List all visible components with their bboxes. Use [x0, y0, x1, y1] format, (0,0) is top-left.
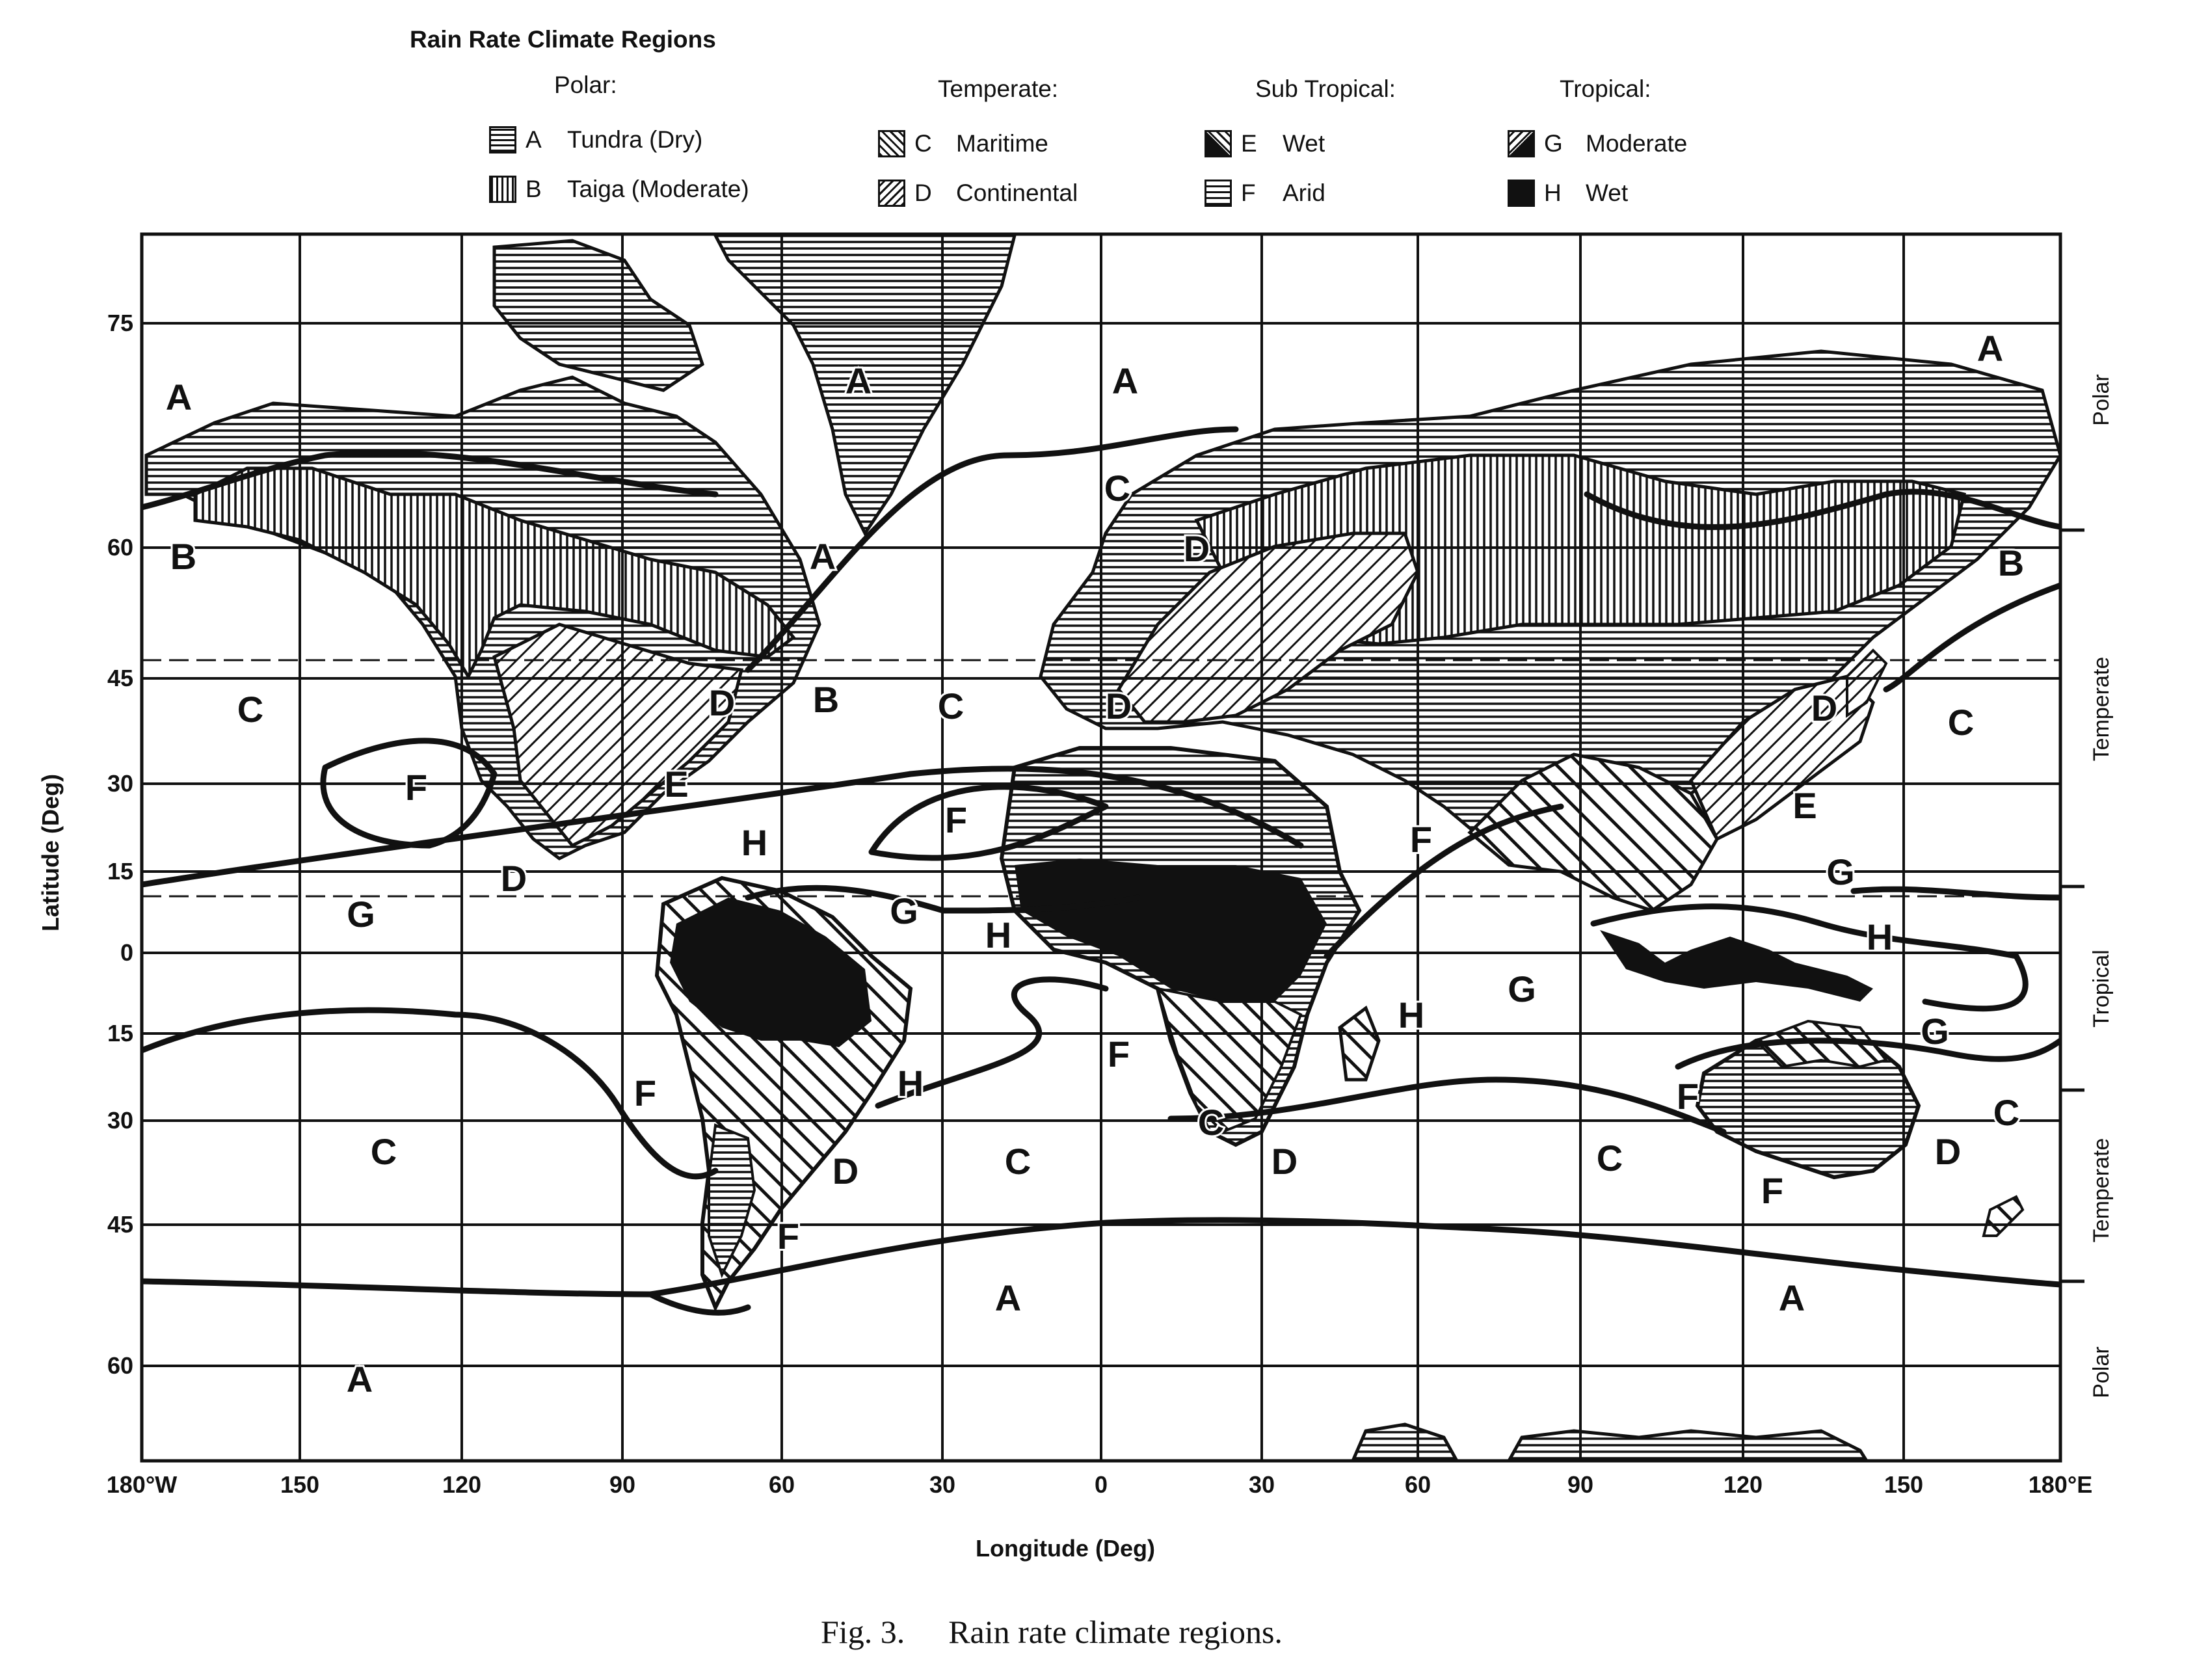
region-label: C — [237, 689, 264, 730]
legend-label: Arid — [1283, 180, 1325, 206]
region-label: F — [1107, 1033, 1130, 1074]
y-tick-label: 45 — [107, 1211, 133, 1238]
region-label: D — [1105, 686, 1132, 727]
region-label: C — [1947, 702, 1975, 743]
x-tick-label: 60 — [1404, 1471, 1431, 1498]
zone-label: Polar — [2089, 374, 2114, 426]
region-label: A — [165, 377, 193, 418]
figure-number: Fig. 3. — [821, 1614, 905, 1650]
region-label: G — [890, 890, 918, 931]
figure-caption-text: Rain rate climate regions. — [948, 1614, 1283, 1650]
y-tick-label: 60 — [107, 534, 133, 561]
legend-code: G — [1544, 130, 1563, 157]
y-tick-label: 45 — [107, 665, 133, 691]
region-label: D — [1934, 1131, 1962, 1172]
region-label: F — [633, 1073, 657, 1113]
region-label: D — [500, 858, 527, 899]
x-tick-label: 30 — [1248, 1471, 1275, 1498]
region-label: C — [1596, 1138, 1623, 1179]
legend-title: Rain Rate Climate Regions — [410, 26, 716, 53]
legend-label: Tundra (Dry) — [567, 126, 703, 153]
region-label: F — [405, 767, 428, 808]
region-label: H — [897, 1063, 924, 1104]
region-label: F — [1409, 819, 1433, 860]
region-label: C — [1197, 1102, 1225, 1143]
legend-code: B — [526, 176, 542, 202]
legend-label: Taiga (Moderate) — [567, 176, 749, 202]
legend-heading-temperate: Temperate: — [938, 75, 1059, 102]
region-label: G — [1508, 968, 1536, 1009]
zone-label: Temperate — [2089, 656, 2114, 762]
region-label: A — [994, 1277, 1022, 1318]
region-label: G — [1921, 1011, 1949, 1052]
legend-label: Wet — [1586, 180, 1629, 206]
region-label: H — [985, 914, 1012, 955]
x-tick-label: 90 — [609, 1471, 636, 1498]
legend-code: D — [914, 180, 932, 206]
region-label: A — [1778, 1277, 1805, 1318]
region-label: H — [1866, 916, 1893, 957]
region-label: B — [812, 679, 840, 720]
zone-label: Tropical — [2089, 950, 2114, 1028]
region-label: A — [346, 1359, 373, 1400]
y-tick-label: 15 — [107, 858, 133, 885]
region-label: H — [741, 822, 768, 863]
y-tick-label: 15 — [107, 1020, 133, 1047]
y-tick-label: 30 — [107, 770, 133, 797]
legend-code: E — [1241, 130, 1257, 157]
region-label: G — [347, 894, 375, 935]
legend-label: Maritime — [956, 130, 1048, 157]
y-tick-label: 60 — [107, 1352, 133, 1379]
x-tick-label: 180°E — [2028, 1471, 2093, 1498]
legend-label: Moderate — [1586, 130, 1688, 157]
region-label: F — [777, 1216, 800, 1257]
legend-code: H — [1544, 180, 1562, 206]
figure-caption — [821, 1613, 1283, 1651]
y-tick-label: 75 — [107, 310, 133, 336]
x-tick-label: 120 — [442, 1471, 482, 1498]
y-tick-label: 30 — [107, 1107, 133, 1134]
region-label: C — [1104, 468, 1131, 509]
region-label: F — [1761, 1170, 1784, 1211]
legend-heading-subtropical: Sub Tropical: — [1255, 75, 1396, 102]
region-label: D — [708, 682, 736, 723]
legend-code: C — [914, 130, 932, 157]
legend-heading-tropical: Tropical: — [1560, 75, 1651, 102]
region-label: D — [1811, 687, 1838, 728]
region-label: C — [1993, 1092, 2020, 1133]
region-label: C — [937, 686, 965, 727]
x-tick-label: 150 — [280, 1471, 320, 1498]
legend-label: Continental — [956, 180, 1078, 206]
region-label: F — [1676, 1076, 1699, 1117]
x-tick-label: 30 — [929, 1471, 956, 1498]
region-label: B — [1997, 542, 2025, 583]
region-label: D — [832, 1151, 859, 1192]
x-axis-title: Longitude (Deg) — [976, 1535, 1155, 1562]
region-label: A — [845, 360, 872, 401]
x-tick-label: 120 — [1723, 1471, 1763, 1498]
region-label: A — [1977, 328, 2004, 369]
x-tick-label: 60 — [768, 1471, 795, 1498]
zone-label: Polar — [2089, 1346, 2114, 1398]
x-tick-label: 0 — [1094, 1471, 1108, 1498]
region-label: E — [664, 764, 689, 805]
zone-label: Temperate — [2089, 1138, 2114, 1243]
region-label: H — [1398, 994, 1425, 1035]
region-label: C — [1004, 1141, 1032, 1182]
y-tick-label: 0 — [120, 939, 133, 966]
region-label: E — [1792, 785, 1817, 826]
region-label: D — [1271, 1141, 1298, 1182]
x-tick-label: 180°W — [106, 1471, 178, 1498]
legend-code: A — [526, 126, 542, 153]
legend-heading-polar: Polar: — [554, 72, 617, 98]
y-axis-title: Latitude (Deg) — [37, 774, 64, 931]
x-tick-label: 150 — [1884, 1471, 1924, 1498]
legend-code: F — [1241, 180, 1256, 206]
region-label: A — [809, 536, 836, 577]
region-label: B — [170, 536, 197, 577]
region-label: A — [1112, 360, 1139, 401]
x-tick-label: 90 — [1567, 1471, 1594, 1498]
region-label: G — [1826, 851, 1855, 892]
region-label: F — [944, 799, 968, 840]
region-label: D — [1183, 528, 1210, 569]
region-label: C — [370, 1131, 397, 1172]
legend-label: Wet — [1283, 130, 1325, 157]
